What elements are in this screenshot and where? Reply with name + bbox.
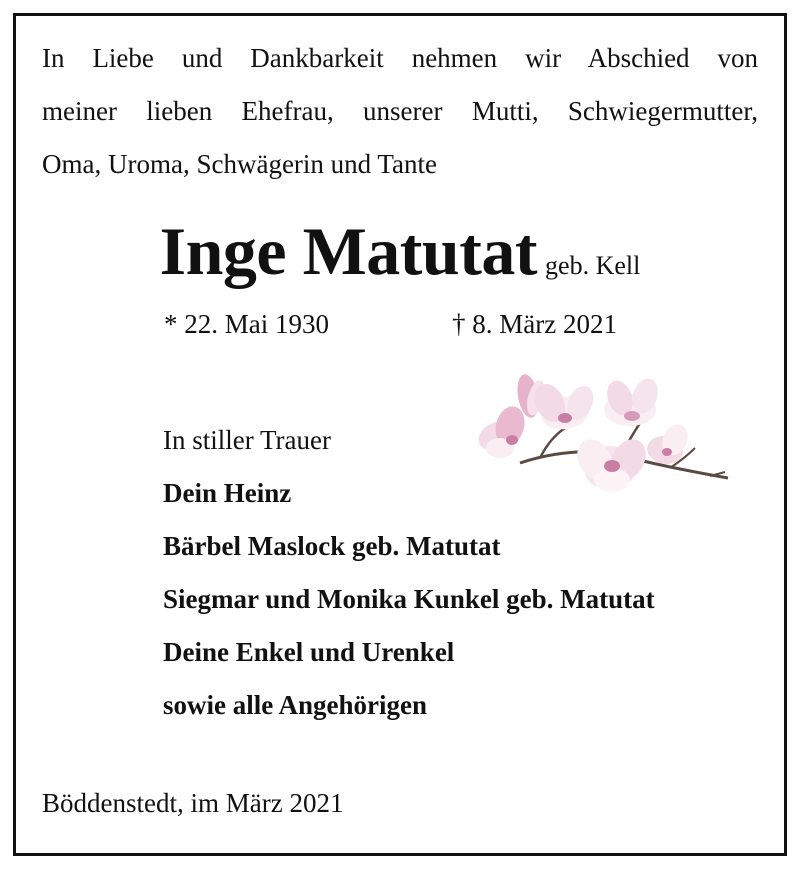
intro-line: In Liebe und Dankbarkeit nehmen wir Abschied von [42,43,758,73]
mourner-name: Bärbel Maslock geb. Matutat [163,531,501,561]
intro-line: Oma, Uroma, Schwägerin und Tante [42,149,438,179]
deceased-name: Inge Matutat [159,213,538,289]
mourners-list [163,414,763,732]
intro-text [42,32,758,191]
place-date: Böddenstedt, im März 2021 [42,788,344,818]
death-date: † 8. März 2021 [452,309,617,339]
mourner-name: sowie alle Angehörigen [163,690,427,720]
mourning-heading: In stiller Trauer [163,425,331,455]
mourner-name: Deine Enkel und Urenkel [163,637,455,667]
mourner-name: Siegmar und Monika Kunkel geb. Matutat [163,584,655,614]
mourner-name: Dein Heinz [163,478,292,508]
intro-line: meiner lieben Ehefrau, unserer Mutti, Schwiegermutter, [42,96,758,126]
maiden-name: geb. Kell [545,251,641,280]
birth-date: * 22. Mai 1930 [164,309,329,339]
deceased-name-row [0,212,800,291]
